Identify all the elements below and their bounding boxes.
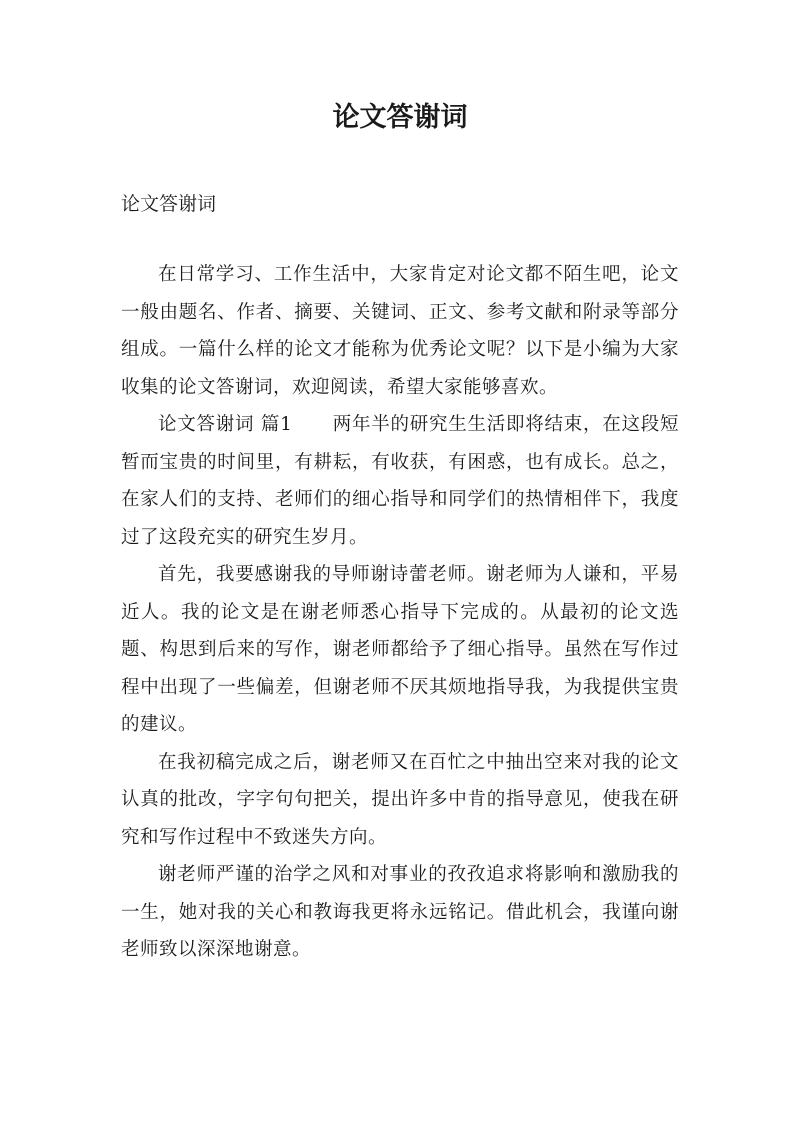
section-first-text: 两年半的研究生生活即将结束，在这段短暂而宝贵的时间里，有耕耘，有收获，有困惑，也有成长。总之，在家人们的支持、老师们的细心指导和同学们的热情相伴下，我度过了这段充实的研究生岁月。 (121, 414, 679, 548)
body-paragraph-2: 在我初稿完成之后，谢老师又在百忙之中抽出空来对我的论文认真的批改，字字句句把关，提出许多中肯的指导意见，使我在研究和写作过程中不致迷失方向。 (121, 751, 679, 848)
document-body (121, 256, 679, 969)
intro-paragraph: 在日常学习、工作生活中，大家肯定对论文都不陌生吧，论文一般由题名、作者、摘要、关键词、正文、参考文献和附录等部分组成。一篇什么样的论文才能称为优秀论文呢？以下是小编为大家收集的论文答谢词，欢迎阅读，希望大家能够喜欢。 (121, 264, 679, 398)
body-paragraph-3: 谢老师严谨的治学之风和对事业的孜孜追求将影响和激励我的一生，她对我的关心和教诲我更将永远铭记。借此机会，我谨向谢老师致以深深地谢意。 (121, 864, 679, 960)
document-title: 论文答谢词 (332, 102, 468, 133)
section-heading: 论文答谢词 篇1 (158, 414, 293, 435)
body-paragraph-1: 首先，我要感谢我的导师谢诗蕾老师。谢老师为人谦和，平易近人。我的论文是在谢老师悉心指导下完成的。从最初的论文选题、构思到后来的写作，谢老师都给予了细心指导。虽然在写作过程中出现了一些偏差，但谢老师不厌其烦地指导我，为我提供宝贵的建议。 (121, 564, 679, 735)
document-subtitle: 论文答谢词 (121, 193, 217, 215)
section-paragraph (121, 406, 679, 556)
